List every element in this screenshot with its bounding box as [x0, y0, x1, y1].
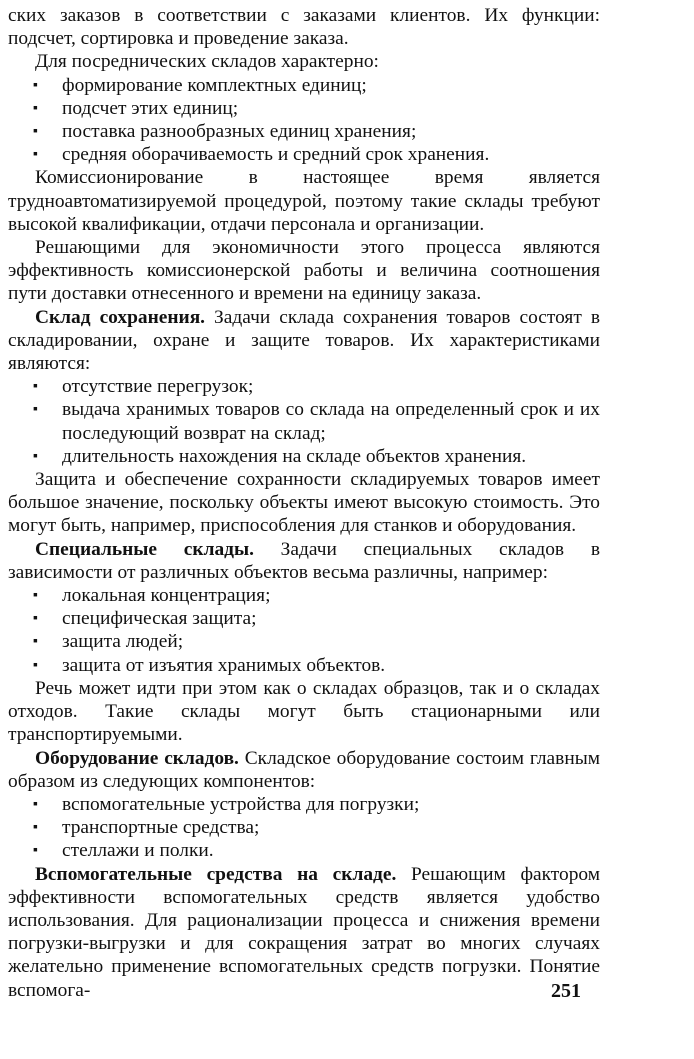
list-item: ▪ длительность нахождения на складе объектов хранения.	[8, 445, 600, 468]
paragraph-text: Задачи специальных складов в зависимости от различных объектов весьма различны, например:	[8, 538, 600, 583]
paragraph-protection: Защита и обеспечение сохранности складируемых товаров имеет большое значение, поскольку объекты имеют высокую стоимость. Это могут быть, например, приспособления для станков и оборудования.	[8, 469, 600, 537]
list-item: ▪ выдача хранимых товаров со склада на определенный срок и их последующий возврат на склад;	[8, 398, 600, 444]
list-item: ▪ специфическая защита;	[8, 607, 600, 630]
paragraph-text: Задачи склада сохранения товаров состоят в складировании, охране и защите товаров. Их характеристиками являются:	[8, 306, 600, 375]
bullet-list-storage	[8, 375, 600, 468]
paragraph-special-warehouses	[8, 538, 600, 584]
paragraph-samples: Речь может идти при этом как о складах образцов, так и о складах отходов. Такие склады могут быть стационарными или транспортируемыми.	[8, 677, 600, 746]
list-item: ▪ защита людей;	[8, 630, 600, 653]
paragraph-continued: ских заказов в соответствии с заказами клиентов. Их функции: подсчет, сортировка и проведение заказа.	[8, 5, 600, 50]
bullet-list-special	[8, 584, 600, 677]
paragraph-text: Решающим фактором эффективности вспомогательных средств является удобство использования. Для рационализации процесса и снижения времени погрузки-выгрузки и для сокращения затрат во многих случаях желательно применение вспомогательных средств погрузки. Понятие вспомога-	[8, 863, 600, 1001]
list-item: ▪ отсутствие перегрузок;	[8, 375, 600, 398]
paragraph-intermediary-warehouses: Для посреднических складов характерно:	[35, 51, 379, 73]
list-item: ▪ защита от изъятия хранимых объектов.	[8, 654, 600, 677]
paragraph-economy: Решающими для экономичности этого процесса являются эффективность комиссионерской работы и величина соотношения пути доставки отнесенного и времени на единицу заказа.	[8, 237, 600, 305]
section-heading: Специальные склады.	[35, 538, 254, 560]
list-item: ▪ вспомогательные устройства для погрузки;	[8, 793, 600, 816]
list-item: ▪ подсчет этих единиц;	[8, 97, 600, 120]
page-number: 251	[551, 980, 581, 1002]
list-item: ▪ транспортные средства;	[8, 816, 600, 839]
paragraph-equipment	[8, 747, 600, 793]
section-heading: Вспомогательные средства на складе.	[35, 863, 397, 885]
list-item: ▪ поставка разнообразных единиц хранения;	[8, 120, 600, 143]
paragraph-text: Складское оборудование состоим главным образом из следующих компонентов:	[8, 747, 600, 792]
paragraph-storage-warehouse	[8, 306, 600, 376]
bullet-list-equipment	[8, 793, 600, 863]
list-item: ▪ формирование комплектных единиц;	[8, 74, 600, 97]
paragraph-commissioning: Комиссионирование в настоящее время является трудноавтоматизируемой процедурой, поэтому такие склады требуют высокой квалификации, отдачи персонала и организации.	[8, 167, 600, 235]
bullet-list-intermediary	[8, 74, 600, 167]
section-heading: Склад сохранения.	[35, 306, 206, 328]
list-item: ▪ средняя оборачиваемость и средний срок хранения.	[8, 143, 600, 166]
section-heading: Оборудование складов.	[35, 747, 239, 769]
list-item: ▪ локальная концентрация;	[8, 584, 600, 607]
list-item: ▪ стеллажи и полки.	[8, 839, 600, 862]
paragraph-auxiliary-means	[8, 863, 600, 1002]
